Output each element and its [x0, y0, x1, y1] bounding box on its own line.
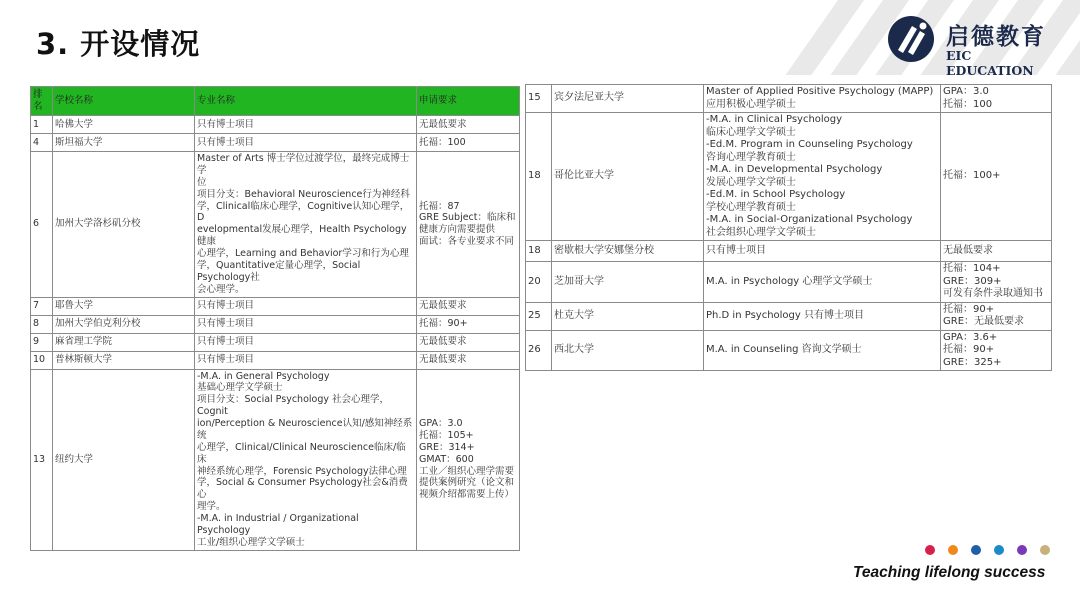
table-header-row [31, 87, 520, 116]
requirements-cell: 无最低要求 [417, 333, 520, 351]
logo [886, 14, 1056, 78]
rank-cell: 13 [31, 369, 53, 550]
rank-cell: 1 [31, 116, 53, 134]
requirements-cell: 无最低要求 [417, 116, 520, 134]
school-cell: 哈佛大学 [53, 116, 195, 134]
major-cell: 只有博士项目 [195, 333, 417, 351]
major-cell: 只有博士项目 [195, 134, 417, 152]
color-dot [971, 545, 981, 555]
table-row [526, 330, 1052, 371]
logo-text-en: EIC EDUCATION [946, 48, 1034, 78]
requirements-cell: 无最低要求 [417, 351, 520, 369]
requirements-cell: GPA：3.0 托福：105+ GRE：314+ GMAT：600 工业／组织心理学需要 提供案例研究（论文和 视频介绍都需要上传） [417, 369, 520, 550]
color-dot [948, 545, 958, 555]
requirements-cell: 无最低要求 [417, 297, 520, 315]
tagline: Teaching lifelong success [853, 564, 1046, 581]
school-cell: 麻省理工学院 [53, 333, 195, 351]
table-row [31, 333, 520, 351]
school-cell: 哥伦比亚大学 [552, 113, 704, 241]
rank-cell: 8 [31, 315, 53, 333]
school-cell: 加州大学伯克利分校 [53, 315, 195, 333]
school-cell: 宾夕法尼亚大学 [552, 85, 704, 113]
table-row [526, 113, 1052, 241]
requirements-cell: 托福：104+ GRE：309+ 可发有条件录取通知书 [941, 262, 1052, 303]
color-dot [925, 545, 935, 555]
page-title: 3. 开设情况 [36, 27, 201, 61]
requirements-cell: GPA：3.6+ 托福：90+ GRE：325+ [941, 330, 1052, 371]
major-cell: -M.A. in Clinical Psychology 临床心理学文学硕士 -Ed.M. Program in Counseling Psychology 咨询心理学教育硕士 -M.A. in Developmental Psychology 发展心理学文学硕士 -Ed.M. in School Psychology 学校心理学教育硕士 -M.A. in Social-Organizational Psychology 社会组织心理学文学硕士 [704, 113, 941, 241]
table-row [31, 369, 520, 550]
table-row [31, 351, 520, 369]
major-cell: 只有博士项目 [704, 241, 941, 262]
col-header-major: 专业名称 [195, 87, 417, 116]
school-cell: 斯坦福大学 [53, 134, 195, 152]
major-cell: Master of Arts 博士学位过渡学位，最终完成博士学 位 项目分支：Behavioral Neuroscience行为神经科 学，Clinical临床心理学，Cognitive认知心理学，D evelopmental发展心理学，Health Psychology健康 心理学，Learning and Behavior学习和行为心理 学，Quantitative定量心理学，Social Psychology社 会心理学。 [195, 152, 417, 298]
table-row [526, 262, 1052, 303]
requirements-cell: 托福：90+ [417, 315, 520, 333]
major-cell: M.A. in Psychology 心理学文学硕士 [704, 262, 941, 303]
requirements-cell: 托福：90+ GRE：无最低要求 [941, 302, 1052, 330]
rank-cell: 26 [526, 330, 552, 371]
rank-cell: 4 [31, 134, 53, 152]
logo-text-cn: 启德教育 [946, 24, 1046, 50]
requirements-cell: GPA：3.0 托福：100 [941, 85, 1052, 113]
school-cell: 加州大学洛杉矶分校 [53, 152, 195, 298]
major-cell: -M.A. in General Psychology 基础心理学文学硕士 项目分支：Social Psychology 社会心理学，Cognit ion/Perception & Neuroscience认知/感知神经系统 心理学，Clinical/Clinical Neuroscience临床/临床 神经系统心理学，Forensic Psychology法律心理 学，Social & Consumer Psychology社会&消费心 理学。 -M.A. in Industrial / Organizational Psychology 工业/组织心理学文学硕士 [195, 369, 417, 550]
major-cell: M.A. in Counseling 咨询文学硕士 [704, 330, 941, 371]
table-row [31, 297, 520, 315]
requirements-cell: 无最低要求 [941, 241, 1052, 262]
table-row [526, 241, 1052, 262]
school-cell: 纽约大学 [53, 369, 195, 550]
major-cell: Master of Applied Positive Psychology (MAPP) 应用积极心理学硕士 [704, 85, 941, 113]
color-dot [1040, 545, 1050, 555]
rank-cell: 15 [526, 85, 552, 113]
table-row [31, 152, 520, 298]
major-cell: 只有博士项目 [195, 297, 417, 315]
requirements-cell: 托福：87 GRE Subject：临床和 健康方向需要提供 面试：各专业要求不同 [417, 152, 520, 298]
rank-cell: 18 [526, 113, 552, 241]
col-header-school: 学校名称 [53, 87, 195, 116]
left-table [30, 86, 520, 551]
col-header-rank: 排名 [31, 87, 53, 116]
rank-cell: 6 [31, 152, 53, 298]
table-row [31, 315, 520, 333]
rank-cell: 25 [526, 302, 552, 330]
right-table [525, 84, 1052, 371]
school-cell: 杜克大学 [552, 302, 704, 330]
school-cell: 普林斯顿大学 [53, 351, 195, 369]
table-row [31, 134, 520, 152]
school-cell: 芝加哥大学 [552, 262, 704, 303]
school-cell: 密歇根大学安娜堡分校 [552, 241, 704, 262]
table-row [526, 302, 1052, 330]
major-cell: 只有博士项目 [195, 351, 417, 369]
rank-cell: 10 [31, 351, 53, 369]
school-cell: 耶鲁大学 [53, 297, 195, 315]
requirements-cell: 托福：100 [417, 134, 520, 152]
color-dot [1017, 545, 1027, 555]
table-row [31, 116, 520, 134]
col-header-requirements: 申请要求 [417, 87, 520, 116]
major-cell: 只有博士项目 [195, 116, 417, 134]
rank-cell: 18 [526, 241, 552, 262]
requirements-cell: 托福：100+ [941, 113, 1052, 241]
rank-cell: 7 [31, 297, 53, 315]
table-row [526, 85, 1052, 113]
rank-cell: 20 [526, 262, 552, 303]
eic-logo-icon [886, 14, 936, 64]
school-cell: 西北大学 [552, 330, 704, 371]
major-cell: 只有博士项目 [195, 315, 417, 333]
major-cell: Ph.D in Psychology 只有博士项目 [704, 302, 941, 330]
color-dot [994, 545, 1004, 555]
rank-cell: 9 [31, 333, 53, 351]
